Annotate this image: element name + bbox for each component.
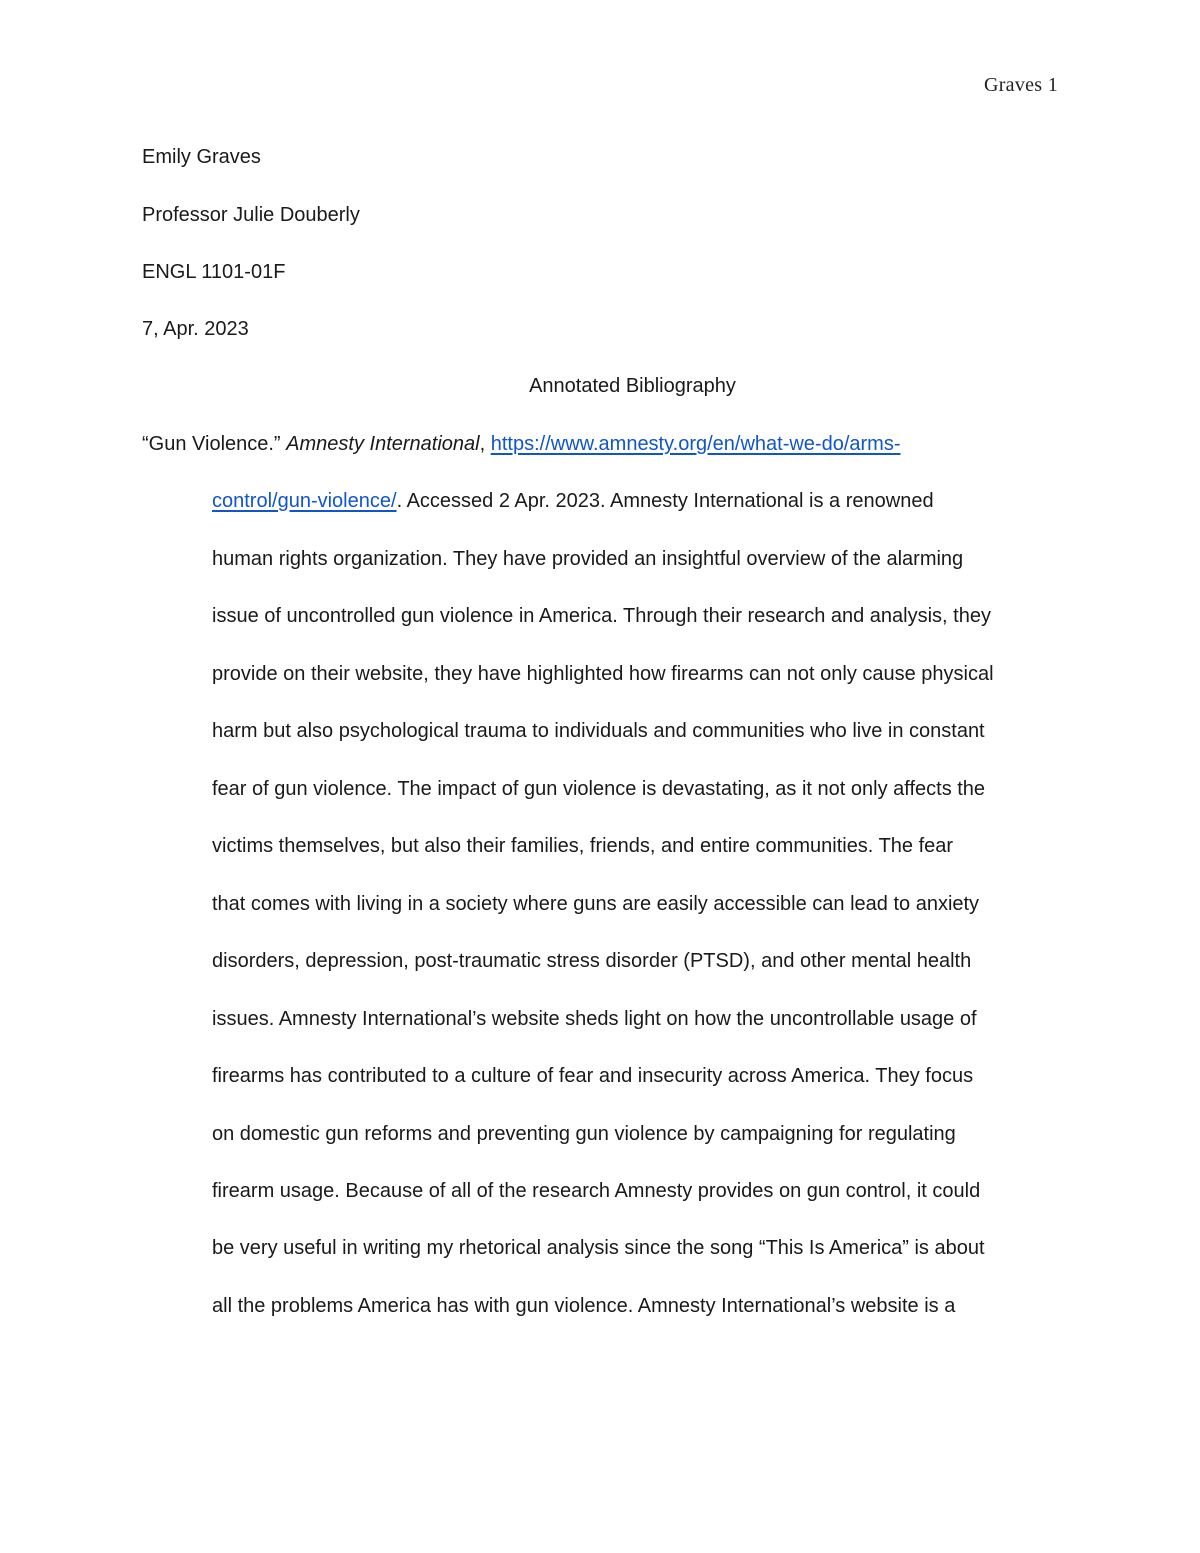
course-code: ENGL 1101-01F <box>142 261 286 283</box>
annotation-line: provide on their website, they have highlighted how firearms can not only cause physical <box>212 663 994 685</box>
annotation-line: issue of uncontrolled gun violence in America. Through their research and analysis, they <box>212 605 991 627</box>
citation-title: “Gun Violence.” <box>142 433 281 455</box>
professor-name: Professor Julie Douberly <box>142 204 360 226</box>
annotation-line: disorders, depression, post-traumatic stress disorder (PTSD), and other mental health <box>212 950 972 972</box>
annotation-line: firearms has contributed to a culture of fear and insecurity across America. They focus <box>212 1065 974 1087</box>
annotation-line: that comes with living in a society where guns are easily accessible can lead to anxiety <box>212 893 980 915</box>
annotation-line: be very useful in writing my rhetorical analysis since the song “This Is America” is about <box>212 1237 985 1259</box>
citation-first-line <box>142 432 901 456</box>
annotation-line: on domestic gun reforms and preventing gun violence by campaigning for regulating <box>212 1123 956 1145</box>
annotation-line: human rights organization. They have provided an insightful overview of the alarming <box>212 548 964 570</box>
citation-second-line <box>212 489 934 513</box>
citation-url-link[interactable]: https://www.amnesty.org/en/what-we-do/arms- <box>490 433 901 455</box>
annotation-line: issues. Amnesty International’s website sheds light on how the uncontrollable usage of <box>212 1008 977 1030</box>
student-name: Emily Graves <box>142 146 261 168</box>
annotation-line: all the problems America has with gun violence. Amnesty International’s website is a <box>212 1295 956 1317</box>
citation-publisher: Amnesty International <box>286 433 480 455</box>
annotation-line: firearm usage. Because of all of the research Amnesty provides on gun control, it could <box>212 1180 981 1202</box>
annotation-line: harm but also psychological trauma to individuals and communities who live in constant <box>212 720 985 742</box>
document-title: Annotated Bibliography <box>529 375 736 397</box>
date-line: 7, Apr. 2023 <box>142 318 249 340</box>
citation-url-link-continued[interactable]: control/gun-violence/ <box>212 490 397 512</box>
annotation-line: fear of gun violence. The impact of gun violence is devastating, as it not only affects the <box>212 778 986 800</box>
citation-comma: , <box>479 433 486 455</box>
running-header: Graves 1 <box>983 74 1058 96</box>
annotation-text: . Accessed 2 Apr. 2023. Amnesty International is a renowned <box>396 490 934 512</box>
annotation-line: victims themselves, but also their families, friends, and entire communities. The fear <box>212 835 954 857</box>
